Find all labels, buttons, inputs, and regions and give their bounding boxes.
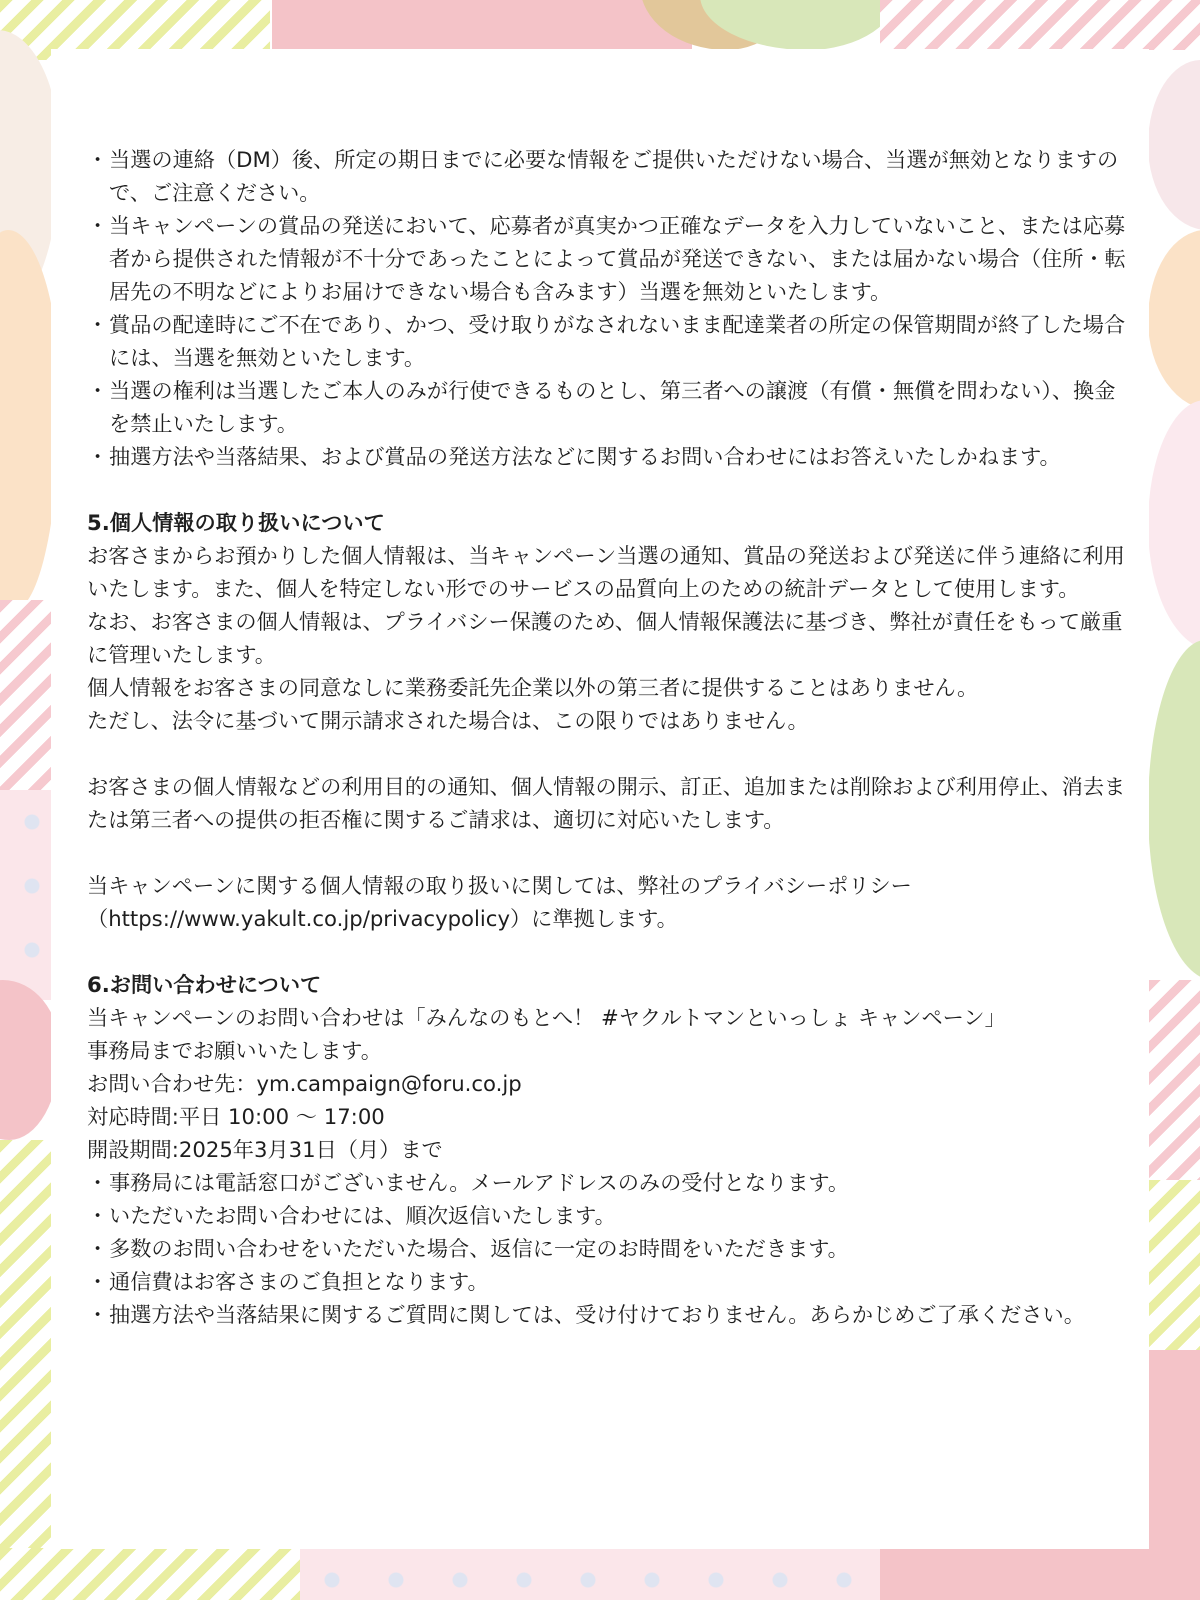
list-item-text: 当選の連絡（DM）後、所定の期日までに必要な情報をご提供いただけない場合、当選が無効となりますので、ご注意ください。 (109, 147, 1119, 205)
list-item (87, 374, 1127, 440)
list-item-text: 当キャンペーンの賞品の発送において、応募者が真実かつ正確なデータを入力していないこと、または応募者から提供された情報が不十分であったことによって賞品が発送できない、または届かない場合（住所・転居先の不明などによりお届けできない場合も含みます）当選を無効といたします。 (109, 213, 1126, 304)
privacy-paragraph: お客さまの個人情報などの利用目的の通知、個人情報の開示、訂正、追加または削除および利用停止、消去または第三者への提供の拒否権に関するご請求は、適切に対応いたします。 (87, 774, 1126, 832)
list-item-text: 事務局には電話窓口がございません。メールアドレスのみの受付となります。 (109, 1170, 850, 1195)
list-item (87, 1232, 1127, 1265)
list-item (87, 1265, 1127, 1298)
privacy-paragraph: お客さまからお預かりした個人情報は、当キャンペーン当選の通知、賞品の発送および発送に伴う連絡に利用いたします。また、個人を特定しない形でのサービスの品質向上のための統計データとして使用します。 (87, 543, 1125, 601)
list-item-text: 抽選方法や当落結果、および賞品の発送方法などに関するお問い合わせにはお答えいたしかねます。 (109, 444, 1061, 469)
section-spacer (87, 935, 1127, 968)
bullet-icon: ・ (87, 312, 109, 337)
bullet-icon: ・ (87, 1170, 109, 1195)
paragraph-spacer (87, 836, 1127, 869)
list-item (87, 440, 1127, 473)
bullet-icon: ・ (87, 213, 109, 238)
list-item (87, 209, 1127, 308)
bullet-icon: ・ (87, 1269, 109, 1294)
list-item-text: 抽選方法や当落結果に関するご質問に関しては、受け付けておりません。あらかじめご了承ください。 (109, 1302, 1085, 1327)
privacy-paragraph: 当キャンペーンに関する個人情報の取り扱いに関しては、弊社のプライバシーポリシー (87, 873, 912, 898)
document-content (87, 143, 1127, 1331)
section-heading-privacy: 5.個人情報の取り扱いについて (87, 510, 385, 535)
list-item (87, 308, 1127, 374)
privacy-paragraph: 個人情報をお客さまの同意なしに業務委託先企業以外の第三者に提供することはありません。 (87, 675, 979, 700)
privacy-policy-link-text: （https://www.yakult.co.jp/privacypolicy）に準拠します。 (87, 906, 678, 931)
list-item (87, 1199, 1127, 1232)
privacy-paragraph: なお、お客さまの個人情報は、プライバシー保護のため、個人情報保護法に基づき、弊社が責任をもって厳重に管理いたします。 (87, 609, 1123, 667)
open-period: 開設期間:2025年3月31日（月）まで (87, 1137, 443, 1162)
list-item (87, 143, 1127, 209)
contact-email: お問い合わせ先：ym.campaign@foru.co.jp (87, 1071, 522, 1096)
support-hours: 対応時間:平日 10:00 〜 17:00 (87, 1104, 385, 1129)
winning-notes-list (87, 143, 1127, 473)
notice-card (51, 49, 1149, 1549)
bullet-icon: ・ (87, 378, 109, 403)
bullet-icon: ・ (87, 147, 109, 172)
inquiry-notes-list (87, 1166, 1127, 1331)
inquiry-paragraph: 当キャンペーンのお問い合わせは「みんなのもとへ！ #ヤクルトマンといっしょ キャンペーン」 (87, 1005, 1006, 1030)
bullet-icon: ・ (87, 1203, 109, 1228)
bullet-icon: ・ (87, 1302, 109, 1327)
section-spacer (87, 473, 1127, 506)
inquiry-paragraph: 事務局までお願いいたします。 (87, 1038, 382, 1063)
paragraph-spacer (87, 737, 1127, 770)
list-item-text: 多数のお問い合わせをいただいた場合、返信に一定のお時間をいただきます。 (109, 1236, 849, 1261)
bullet-icon: ・ (87, 444, 109, 469)
list-item-text: 当選の権利は当選したご本人のみが行使できるものとし、第三者への譲渡（有償・無償を問わない）、換金を禁止いたします。 (109, 378, 1116, 436)
section-heading-inquiry: 6.お問い合わせについて (87, 972, 322, 997)
list-item-text: いただいたお問い合わせには、順次返信いたします。 (109, 1203, 616, 1228)
list-item-text: 通信費はお客さまのご負担となります。 (109, 1269, 489, 1294)
bullet-icon: ・ (87, 1236, 109, 1261)
list-item-text: 賞品の配達時にご不在であり、かつ、受け取りがなされないまま配達業者の所定の保管期間が終了した場合には、当選を無効といたします。 (109, 312, 1126, 370)
privacy-paragraph: ただし、法令に基づいて開示請求された場合は、この限りではありません。 (87, 708, 809, 733)
list-item (87, 1166, 1127, 1199)
list-item (87, 1298, 1127, 1331)
